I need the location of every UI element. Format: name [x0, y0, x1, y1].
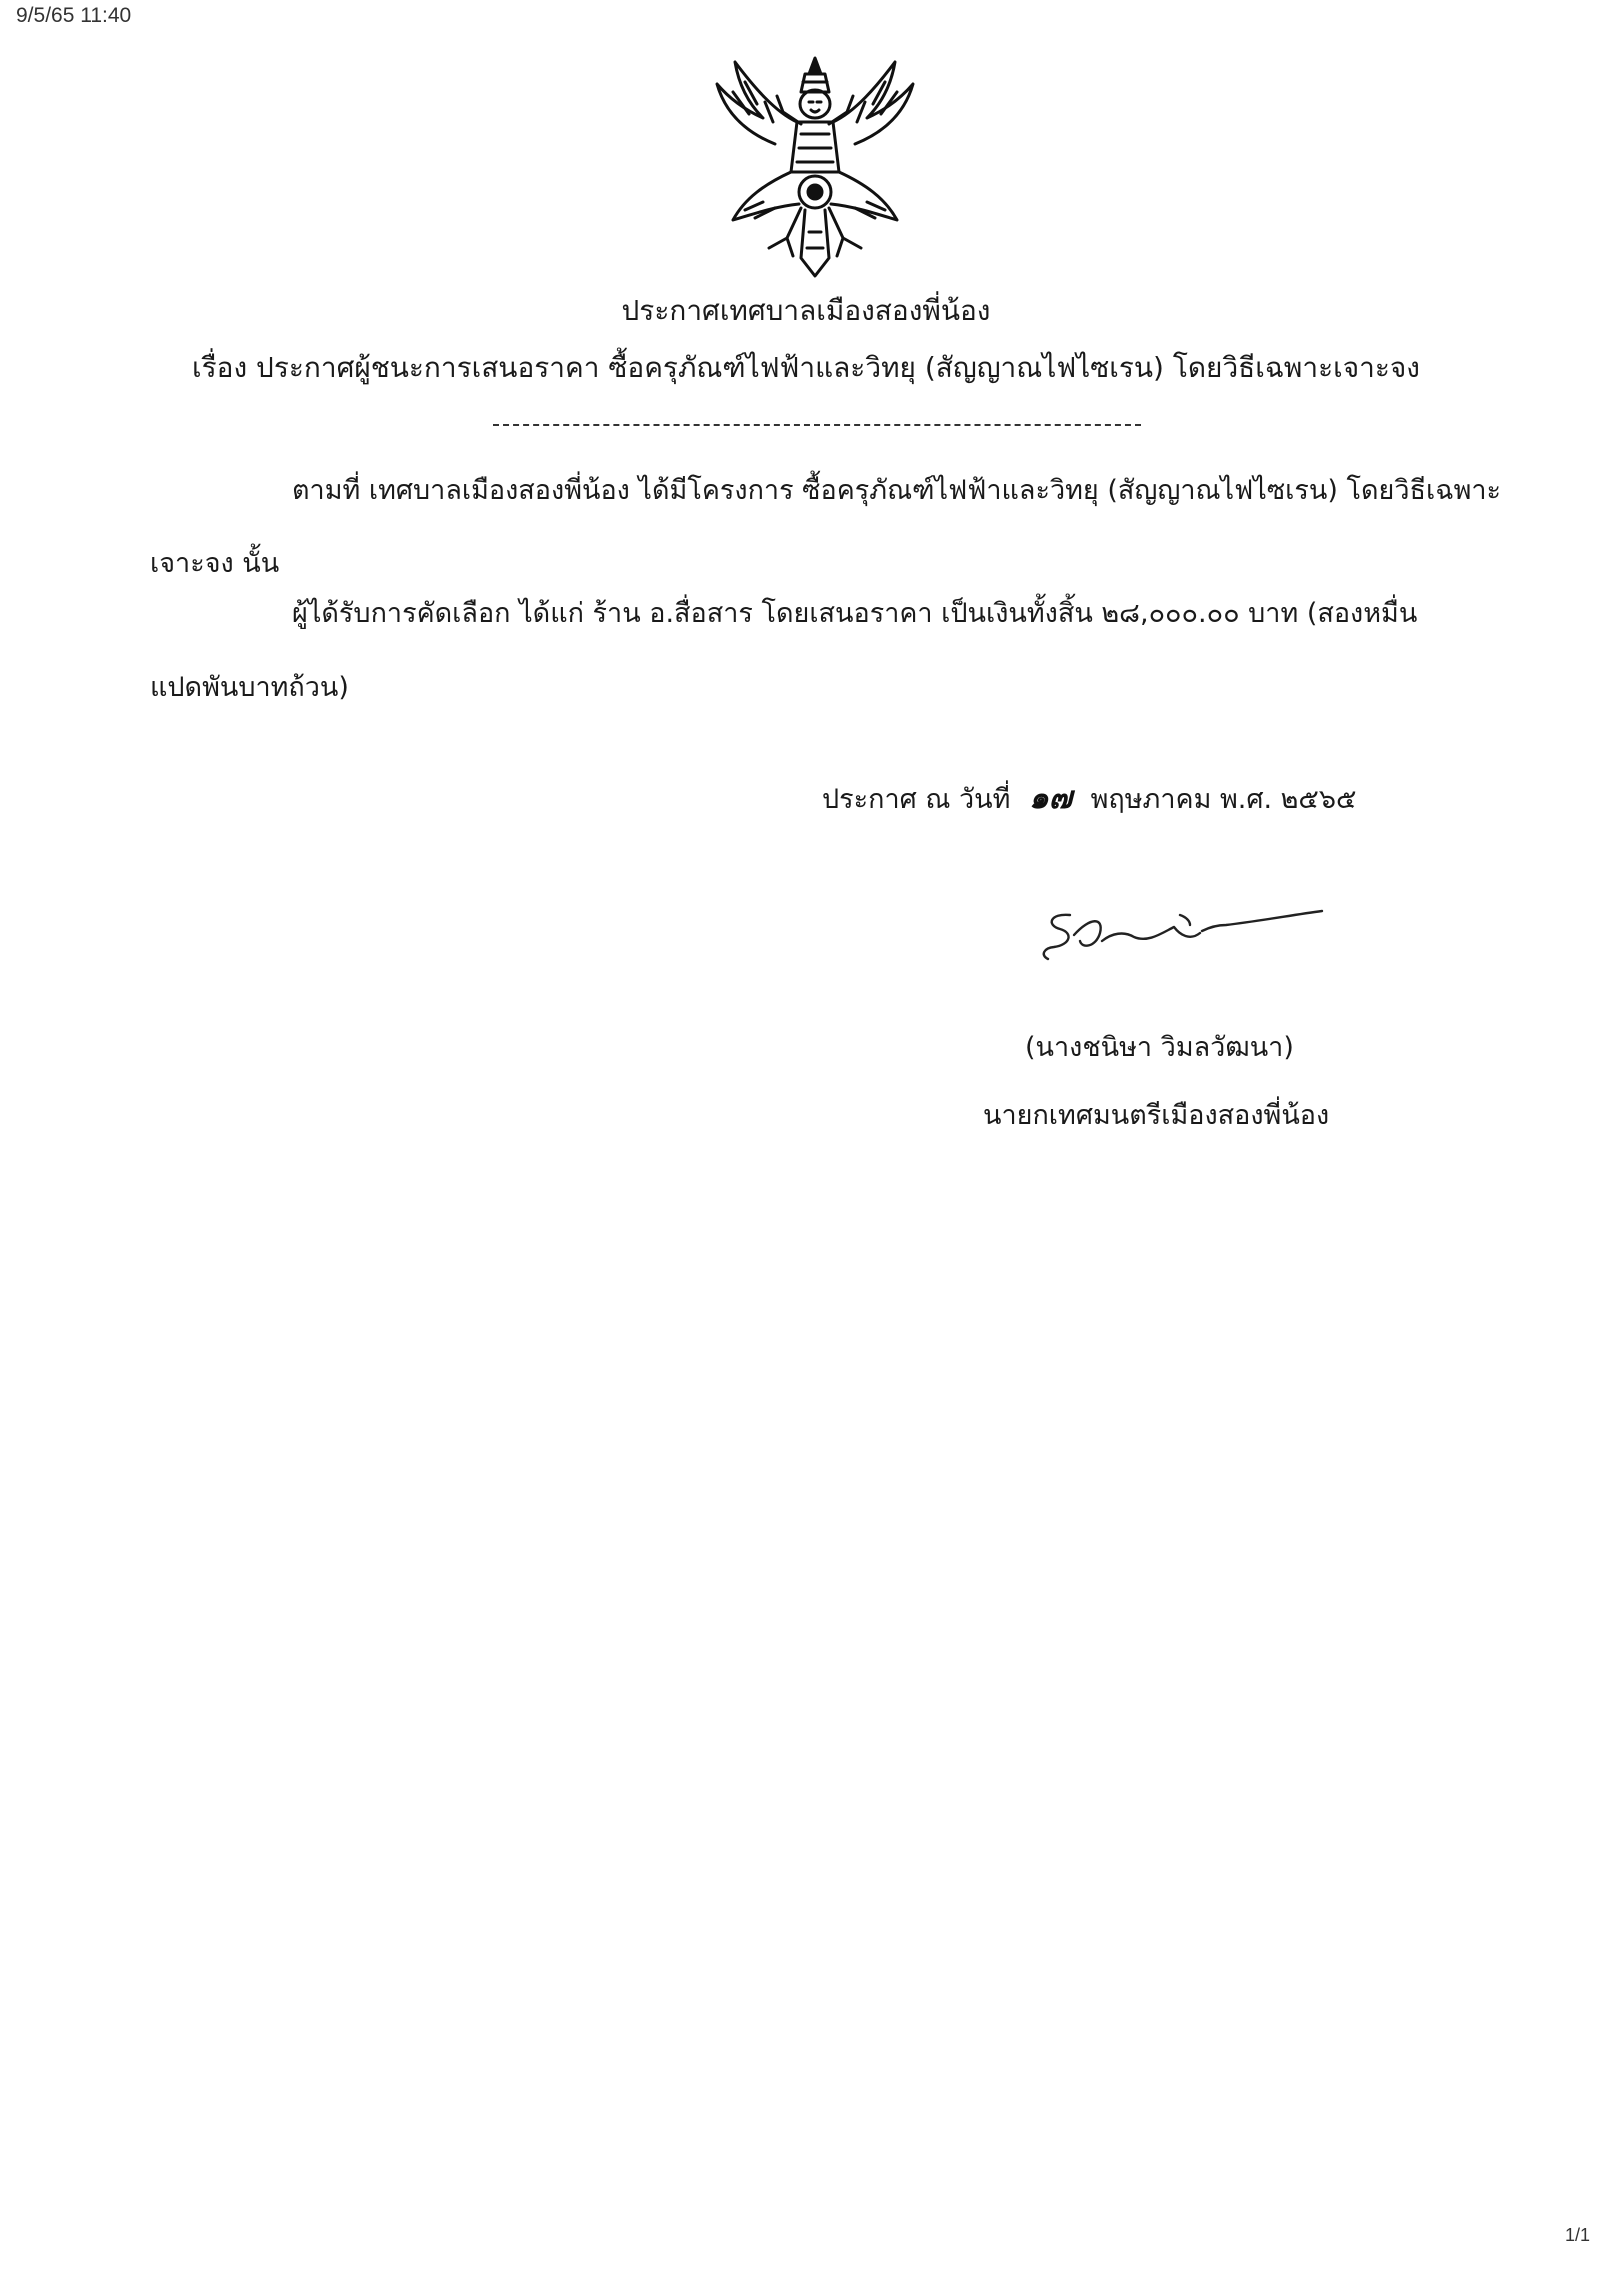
paragraph-1-line-1: ตามที่ เทศบาลเมืองสองพี่น้อง ได้มีโครงการ ซื้อครุภัณฑ์ไฟฟ้าและวิทยุ (สัญญาณไฟไซเรน) โดยวิธีเฉพาะ — [292, 475, 1502, 506]
handwritten-signature — [1030, 895, 1330, 975]
paragraph-1-line-2: เจาะจง นั้น — [150, 548, 280, 579]
garuda-emblem-icon — [705, 52, 925, 284]
date-prefix: ประกาศ ณ วันที่ — [822, 784, 1011, 815]
paragraph-2-line-2: แปดพันบาทถ้วน) — [150, 672, 349, 703]
document-subject: เรื่อง ประกาศผู้ชนะการเสนอราคา ซื้อครุภัณฑ์ไฟฟ้าและวิทยุ (สัญญาณไฟไซเรน) โดยวิธีเฉพาะเจาะจง — [192, 351, 1420, 384]
dashed-separator — [493, 424, 1141, 426]
announcement-date — [822, 778, 1356, 820]
signer-position: นายกเทศมนตรีเมืองสองพี่น้อง — [983, 1100, 1330, 1131]
page-number: 1/1 — [1564, 2225, 1590, 2245]
date-day-handwritten: ๑๗ — [1029, 780, 1073, 816]
signer-name: (นางชนิษา วิมลวัฒนา) — [1025, 1032, 1294, 1063]
date-month-year: พฤษภาคม พ.ศ. ๒๕๖๕ — [1090, 784, 1357, 815]
document-title: ประกาศเทศบาลเมืองสองพี่น้อง — [621, 294, 991, 327]
paragraph-2-line-1: ผู้ได้รับการคัดเลือก ได้แก่ ร้าน อ.สื่อสาร โดยเสนอราคา เป็นเงินทั้งสิ้น ๒๘,๐๐๐.๐๐ บาท (สองหมื่น — [292, 598, 1418, 629]
print-timestamp: 9/5/65 11:40 — [16, 4, 132, 27]
